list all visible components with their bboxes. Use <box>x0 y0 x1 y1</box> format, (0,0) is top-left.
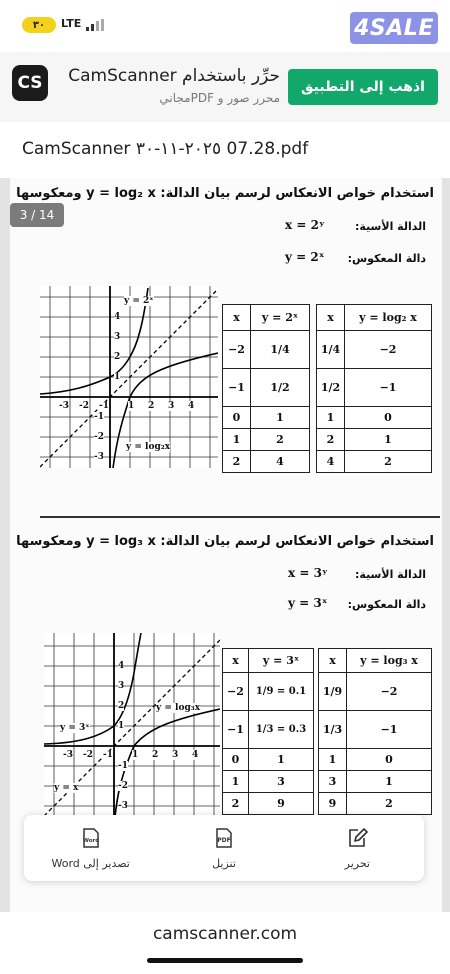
table-cell: −2 <box>345 331 432 369</box>
section1-exp-eq: x = 2ʸ <box>285 218 325 232</box>
table-cell: −2 <box>347 673 432 711</box>
action-toolbar <box>24 815 424 881</box>
table-cell: 4 <box>251 451 310 473</box>
table-cell: 9 <box>249 793 314 815</box>
graph1-x-tick: 2 <box>148 401 155 411</box>
table-cell: −2 <box>223 331 251 369</box>
graph1-y-tick: -2 <box>94 432 104 442</box>
status-bar <box>0 0 450 52</box>
table-header: x <box>319 649 347 673</box>
table-cell: 2 <box>223 793 249 815</box>
graph1-x-tick: 3 <box>168 401 175 411</box>
app-banner <box>0 52 450 122</box>
export-word-button[interactable] <box>24 815 157 881</box>
graph2-x-tick: -2 <box>83 750 93 760</box>
document-page <box>10 178 442 912</box>
table-cell: 1 <box>319 749 347 771</box>
page-indicator: 3 / 14 <box>10 203 64 227</box>
table-cell: 1/2 <box>251 369 310 407</box>
home-indicator[interactable] <box>147 958 303 963</box>
export-word-label: تصدير إلى Word <box>51 856 130 870</box>
section2-graph <box>44 633 220 817</box>
open-app-button[interactable]: اذهب إلى التطبيق <box>288 69 438 105</box>
file-name: CamScanner ٢٠٢٥-١١-٣٠ 07.28.pdf <box>22 139 309 159</box>
table-cell: 2 <box>345 451 432 473</box>
graph2-x-tick: 3 <box>172 750 179 760</box>
table-header: y = log₂ x <box>345 305 432 331</box>
section1-log-table <box>316 304 432 473</box>
graph2-x-tick: -3 <box>63 750 73 760</box>
graph1-y-tick: 3 <box>114 332 121 342</box>
word-file-icon <box>80 827 102 849</box>
table-cell: 2 <box>317 429 345 451</box>
graph2-y-tick: -2 <box>118 781 128 791</box>
section2-heading: استخدام خواص الانعكاس لرسم بيان الدالة: y = log₃ x ومعكوسها <box>16 534 434 549</box>
table-cell: 9 <box>319 793 347 815</box>
graph1-y-tick: 4 <box>114 312 121 322</box>
table-cell: −1 <box>223 711 249 749</box>
camscanner-logo-icon: CS <box>12 65 48 101</box>
document-viewer[interactable] <box>0 178 450 912</box>
table-cell: 3 <box>249 771 314 793</box>
graph1-y-tick: -3 <box>94 452 104 462</box>
edit-pencil-icon <box>346 827 368 849</box>
section1-graph-svg <box>40 286 218 468</box>
table-header: y = 3ˣ <box>249 649 314 673</box>
graph2-log-label: y = log₃x <box>156 703 201 713</box>
graph2-x-tick: 2 <box>152 750 159 760</box>
table-cell: 2 <box>223 451 251 473</box>
graph1-x-tick: -1 <box>99 401 109 411</box>
table-cell: 1 <box>317 407 345 429</box>
table-cell: 0 <box>223 749 249 771</box>
table-cell: −1 <box>345 369 432 407</box>
section1-exp-table <box>222 304 310 473</box>
word-icon-text: Word <box>82 837 99 844</box>
graph1-y-tick: -1 <box>94 412 104 422</box>
table-cell: 1 <box>347 771 432 793</box>
table-cell: −2 <box>223 673 249 711</box>
section1-graph <box>40 286 218 468</box>
banner-title: حرِّر باستخدام CamScanner <box>68 66 280 86</box>
table-header: y = 2ˣ <box>251 305 310 331</box>
table-cell: −1 <box>347 711 432 749</box>
section1-heading: استخدام خواص الانعكاس لرسم بيان الدالة: y = log₂ x ومعكوسها <box>16 186 434 201</box>
graph2-y-tick: 3 <box>118 681 125 691</box>
section2-exp-table <box>222 648 314 815</box>
section-divider <box>40 516 440 518</box>
table-cell: 4 <box>317 451 345 473</box>
section2-exp-eq: x = 3ʸ <box>288 566 328 580</box>
download-label: تنزيل <box>212 856 236 870</box>
table-cell: 1/3 = 0.3 <box>249 711 314 749</box>
section1-inv-label: دالة المعكوس: <box>347 252 426 265</box>
section2-exp-label: الدالة الأسية: <box>355 568 426 581</box>
section2-inv-label: دالة المعكوس: <box>347 598 426 611</box>
table-header: y = log₃ x <box>347 649 432 673</box>
signal-icon <box>86 19 104 31</box>
table-cell: 1/4 <box>251 331 310 369</box>
url-domain[interactable]: camscanner.com <box>152 924 298 944</box>
table-cell: 2 <box>347 793 432 815</box>
table-header: x <box>317 305 345 331</box>
brand-logo: 4SALE <box>350 12 438 44</box>
pdf-icon-text: PDF <box>217 836 231 844</box>
table-cell: 1 <box>223 429 251 451</box>
network-type: LTE <box>61 17 82 30</box>
table-cell: 0 <box>223 407 251 429</box>
graph2-x-tick: 1 <box>132 750 139 760</box>
graph2-y-tick: 1 <box>118 721 125 731</box>
time-pill: ٣٠ <box>22 17 56 33</box>
graph2-y-tick: 4 <box>118 661 125 671</box>
graph1-x-tick: -2 <box>79 401 89 411</box>
table-header: x <box>223 649 249 673</box>
section2-inv-eq: y = 3ˣ <box>288 596 328 610</box>
section2-log-table <box>318 648 432 815</box>
browser-footer <box>0 912 450 974</box>
graph2-y-tick: 2 <box>118 701 125 711</box>
graph1-x-tick: 1 <box>128 401 135 411</box>
section1-inv-eq: y = 2ˣ <box>285 250 325 264</box>
banner-subtitle: محرر صور و PDFمجاني <box>159 91 280 105</box>
table-cell: 1 <box>223 771 249 793</box>
download-button[interactable] <box>157 815 290 881</box>
graph2-line-label: y = x <box>54 783 79 793</box>
graph2-y-tick: -1 <box>118 761 128 771</box>
graph1-y-tick: 1 <box>114 372 121 382</box>
table-cell: 0 <box>347 749 432 771</box>
graph2-x-tick: 4 <box>192 750 199 760</box>
table-cell: −1 <box>223 369 251 407</box>
table-cell: 0 <box>345 407 432 429</box>
table-cell: 1/9 = 0.1 <box>249 673 314 711</box>
table-cell: 1 <box>249 749 314 771</box>
graph1-y-tick: 2 <box>114 352 121 362</box>
graph1-log-label: y = log₂x <box>126 442 171 452</box>
table-header: x <box>223 305 251 331</box>
graph2-y-tick: -3 <box>118 801 128 811</box>
edit-label: تحرير <box>344 856 370 870</box>
table-cell: 1/9 <box>319 673 347 711</box>
table-cell: 1/3 <box>319 711 347 749</box>
table-cell: 1 <box>345 429 432 451</box>
graph2-x-tick: -1 <box>103 750 113 760</box>
graph1-x-tick: -3 <box>59 401 69 411</box>
table-cell: 2 <box>251 429 310 451</box>
table-cell: 1 <box>251 407 310 429</box>
graph1-x-tick: 4 <box>188 401 195 411</box>
pdf-file-icon <box>213 827 235 849</box>
graph1-exp-label: y = 2ˣ <box>124 296 154 306</box>
table-cell: 3 <box>319 771 347 793</box>
file-header <box>0 122 450 178</box>
table-cell: 1/4 <box>317 331 345 369</box>
section1-exp-label: الدالة الأسية: <box>355 220 426 233</box>
edit-button[interactable] <box>291 815 424 881</box>
graph2-exp-label: y = 3ˣ <box>60 723 90 733</box>
table-cell: 1/2 <box>317 369 345 407</box>
